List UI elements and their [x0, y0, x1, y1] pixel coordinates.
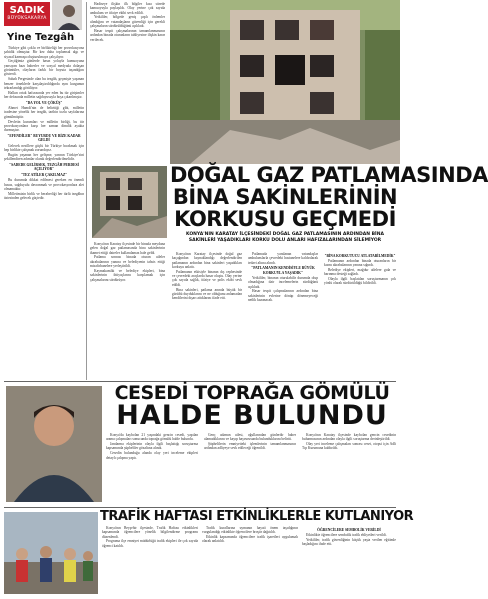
body-para: Programa ilçe emniyet müdürlüğü trafik ekipleri ile çok sayıda öğrenci katıldı. — [102, 539, 198, 548]
story3-col-2 — [202, 526, 298, 592]
story2-headline-line1: CESEDİ TOPRAĞA GÖMÜLÜ — [114, 382, 390, 404]
main-col-2 — [248, 252, 318, 376]
body-para: Hasar tespit çalışmalarının ardından bina sakinlerinin evlerine dönüp dönemeyeceği netlik kazanacak. — [248, 289, 318, 303]
story2-col-2 — [204, 433, 296, 505]
column-subheading: "DA YOL VE ÇÖKÜŞ" — [25, 100, 63, 105]
column-divider — [86, 2, 87, 380]
section-divider — [4, 507, 396, 508]
column-para: Geçtiğimiz günlerde basın yoluyla kamuoyuna yansıyan bazı haberler ve sosyal medyada dolaşan görüntüler, olayların farklı bir boyuta taşındığını gösterdi. — [4, 59, 84, 77]
lower-middle-text — [90, 242, 165, 374]
victim-photo — [6, 386, 102, 502]
body-para: Patlama sonrası binada oturan aileler akrabalarının yanına ve belediyenin tahsis ettiği misafirhanelere yerleştirildi. — [90, 255, 165, 269]
body-para: Yetkililer, trafik güvenliğinin küçük yaşta verilen eğitimle başladığını ifade etti. — [302, 537, 396, 546]
body-para: Konya'da kaybolan 21 yaşındaki gencin cesedi, yapılan arama çalışmaları sonucunda toprağa gömülü halde bulundu. — [106, 433, 198, 442]
column-para: Devletin kurumları ve milletin birliği, bu tür provokasyonlara karşı her zaman dimdik ayakta durmuştur. — [4, 119, 84, 133]
explosion-photo — [170, 0, 400, 164]
body-para: Etkinlik kapsamında öğrencilere trafik işaretleri uygulamalı olarak anlatıldı. — [202, 535, 298, 544]
column-para: Sabah Pergesinde olan bu tezgâh, geçmişte yaşanan benzer örneklerle karşılaştırıldığında aynı kurgunun tekrarlandığı görülüyor. — [4, 77, 84, 90]
body-para: Konya'nın Karatay ilçesinde doğal gaz kaçağından kaynaklandığı değerlendirilen patlamanın ardından bina sakinleri yaşadıkları korkuyu anlattı. — [172, 252, 242, 269]
main-headline-line1: DOĞAL GAZ PATLAMASINDA — [170, 163, 488, 187]
body-para: Konya'nın Karatay ilçesinde bir binada meydana gelen doğal gaz patlamasında bina sakinlerinin ikamet ettiği daireler kullanılamaz hale geldi. — [90, 242, 165, 255]
column-subheading: "SADEDE GELİRSEK, TEZGÂH PERDESİ AÇILIYOR" — [9, 162, 79, 172]
body-para: Olay yeri inceleme çalışmaları sonrası ceset, otopsi için Adli Tıp Kurumuna kaldırıldı. — [302, 442, 396, 451]
main-deck: KONYA'NIN KARATAY İLÇESİNDEKİ DOĞAL GAZ PATLAMASININ ARDINDAN BİNA SAKİNLERİ YAŞADIKLARI KORKU DOLU ANLARI HAFIZALARINDAN SİLEMİYOR — [186, 232, 384, 243]
body-para: Bina sakinleri, patlama anında büyük bir gürültü duyduklarını ve ne olduğunu anlamadan kendilerini dışarı attıklarını ifade etti. — [172, 287, 242, 301]
main-headline-line2: BİNA SAKİNLERİNİN — [172, 185, 398, 209]
column-para: Bu durumda dikkat edilmesi gereken en önemli husus, sağduyulu davranmak ve provokasyonlara alet olmamaktır. — [4, 178, 84, 191]
secondary-photo — [92, 166, 167, 238]
body-para: Yetkililer, bölgede geniş çaplı önlemler alındığını ve vatandaşların güvenliği için gerekli çalışmaların sürdürüldüğünü açıkladı. — [90, 15, 165, 29]
logo-top: SADIK — [9, 5, 45, 16]
column-title: Yine Tezgâh — [7, 32, 75, 43]
story2-headline-line2: HALDE BULUNDU — [116, 400, 388, 431]
story3-col-1 — [102, 526, 198, 592]
body-para: Olayla ilgili başlatılan soruşturmanın çok yönlü olarak sürdürüldüğü bildirildi. — [324, 277, 396, 286]
story3-col-3 — [302, 526, 396, 592]
body-para: Etkinlikte öğrencilere sembolik trafik ehliyetleri verildi. — [306, 532, 387, 537]
column-logo — [4, 2, 50, 26]
body-para: Patlamanın ardından binada oturanların bir kısmı akrabalarının yanına sığındı. — [324, 258, 396, 268]
main-headline-line3: KORKUSU GEÇMEDİ — [174, 207, 396, 231]
main-col-3 — [324, 252, 396, 376]
body-para: Trafik kurallarına uymanın hayati önem taşıdığının vurgulandığı etkinlikte öğrencilere broşür dağıtıldı. — [202, 526, 298, 535]
body-para: Yetkililer, binanın oturulabilir durumda olup olmadığına dair incelemelerin sürdüğünü açıkladı. — [248, 275, 318, 289]
story3-headline: TRAFİK HAFTASI ETKİNLİKLERLE KUTLANIYOR — [100, 509, 414, 524]
column-para: Halkın ortak hafızasında yer eden bu tür girişimler her defasında milletin sağduyusuyla boşa çıkarılmıştır. — [4, 90, 84, 100]
body-para: Hadiseye ilişkin ilk bilgiler kısa sürede kamuoyuyla paylaşıldı. Olay yerine çok sayıda ambulans ve itfaiye ekibi sevk edildi. — [90, 2, 165, 15]
story2-col-3 — [302, 433, 396, 505]
middle-text-column — [90, 2, 165, 162]
body-para: Hasar tespit çalışmalarının tamamlanmasının ardından binada oturanların tahliyesine ilişkin karar verilecek. — [90, 28, 165, 42]
columnist-photo — [52, 0, 82, 30]
body-para: Konya'nın Beyşehir ilçesinde, Trafik Haftası etkinlikleri kapsamında öğrencilere yönelik bilgilendirme programı düzenlendi. — [102, 526, 198, 539]
traffic-photo — [4, 512, 98, 594]
main-subheading: "PATLAMANIN KENDİSİYLE BÜYÜK KORKUYLA YAŞADIK" — [251, 266, 315, 275]
logo-bottom: BÜYÜKSAKARYA — [7, 16, 47, 21]
body-para: Patlamanın etkisiyle binanın dış cephesinde ve çevredeki araçlarda hasar oluştu. Olay yerine çok sayıda sağlık, itfaiye ve polis ekibi sevk edildi. — [172, 269, 242, 287]
body-para: Kaymakamlık ve belediye ekipleri, bina sakinlerinin ihtiyaçlarını karşılamak için çalışmalarını sürdürüyor. — [90, 268, 165, 282]
body-para: Şüphelilerin emniyetteki işlemlerinin tamamlanmasının ardından adliyeye sevk edileceği öğrenildi. — [204, 442, 296, 451]
body-para: Jandarma ekiplerinin olayla ilgili başlattığı soruşturma kapsamında şüpheliler gözaltına alındı. — [106, 442, 198, 451]
column-para: Gelecek nesillere güçlü bir Türkiye bırakmak için hep birlikte çalışmak zorundayız. — [4, 143, 84, 152]
body-para: Belediye ekipleri, mağdur ailelere gıda ve barınma desteği sağladı. — [324, 267, 396, 277]
body-para: Genç adamın ailesi, oğullarından günlerdir haber alamadıklarını ve kayıp başvurusunda bulunduklarını belirtti. — [204, 433, 296, 442]
body-para: Konya'nın Karatay ilçesinde kaybolan gencin cesedinin bulunmasının ardından olayla ilgili soruşturma derinleştirildi. — [302, 433, 396, 442]
column-para: Türkiye gibi çoklu ve birlikteliği her provokasyona şahidik olmuştur. Bir kez daha toplumsal algı ve siyasal karmaşa oluşturulmaya çalışılıyor. — [4, 46, 84, 59]
column-subheading: "EFENDİLER" BUYURDU VE BİZE KADAR GELDİ — [7, 134, 81, 143]
main-subheading: "BİNA KORKUTUCU ATLATABİLMEDİK" — [324, 253, 396, 258]
body-para: Patlamada yaralanan vatandaşlar ambulanslarla çevredeki hastanelere kaldırılarak tedavi altına alındı. — [248, 252, 318, 265]
story3-subheading: ÖĞRENCİLERE SEMBOLİK VERİLDİ — [317, 527, 381, 532]
column-para: Milletimizin birlik ve beraberliği her türlü tezgâhın üstesinden gelecek güçtedir. — [4, 191, 84, 201]
body-para: Cesedin bulunduğu alanda olay yeri inceleme ekipleri detaylı çalışma yaptı. — [106, 451, 198, 460]
main-col-1 — [172, 252, 242, 376]
column-para: Ahmet Hamdi'nin de belirttiği gibi, milletin iradesine yönelik her tezgâh, tarihin tozlu sayfalarına gömülmüştür. — [4, 106, 84, 119]
column-subheading: "TEZ ATİLER ÇAKILMAZ" — [20, 172, 68, 177]
column-para: Bugün yaşanan her gelişme, yarının Türkiye'sini şekillendiren adımlar olarak değerlendirilmelidir. — [4, 152, 84, 162]
column-body — [4, 46, 84, 324]
story2-col-1 — [106, 433, 198, 505]
